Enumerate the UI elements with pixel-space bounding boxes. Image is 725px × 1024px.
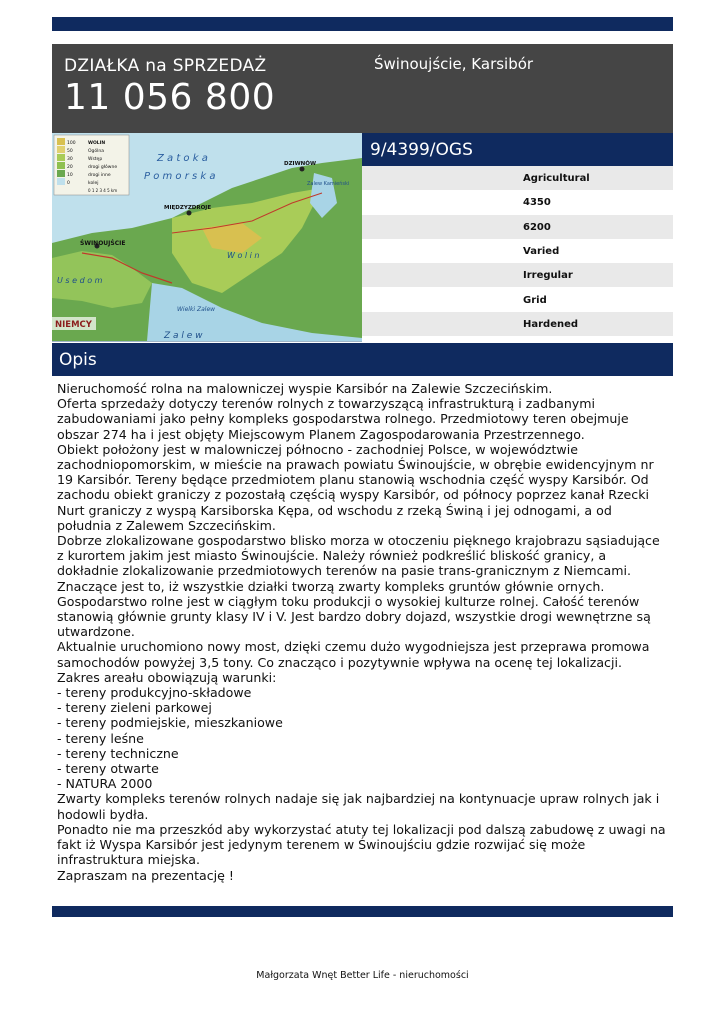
description-list-item: - tereny techniczne xyxy=(57,745,179,761)
description-title: Opis xyxy=(59,350,97,370)
town-marker-miedzyzdroje xyxy=(187,211,192,216)
map-label-wolin: W o l i n xyxy=(227,251,260,260)
spec-row xyxy=(362,166,673,190)
legend-swatch-1 xyxy=(57,138,65,145)
legend-label-4: drogi główne xyxy=(88,165,118,170)
map-label-swinoujscie: ŚWINOUJŚCIE xyxy=(80,240,126,247)
spec-row xyxy=(362,190,673,214)
description-paragraph: Dobrze zlokalizowane gospodarstwo blisko morza w otoczeniu pięknego krajobrazu sąsiadujące z kurortem jakim jest miasto Świnoujście. Należy również podkreślić bliskość granicy, a dokładnie zlokalizowanie przedmiotowych terenów na pasie trans-granicznym z Niemcami. xyxy=(57,533,660,579)
legend-level-2: 50 xyxy=(67,149,73,154)
map-label-usedom: U s e d o m xyxy=(57,276,103,285)
spec-value: 4350 xyxy=(523,197,551,209)
description-list-item: - tereny podmiejskie, mieszkaniowe xyxy=(57,715,283,731)
listing-price: 11 056 800 xyxy=(64,77,276,118)
description-list-item: - tereny produkcyjno-składowe xyxy=(57,685,252,701)
map-label-lagoon: Z a l e w xyxy=(164,331,203,341)
spec-row xyxy=(362,288,673,312)
description-paragraph: Zakres areału obowiązują warunki: xyxy=(57,669,277,685)
legend-swatch-2 xyxy=(57,146,65,153)
description-paragraph: Obiekt położony jest w malowniczej północno - zachodniej Polsce, w województwie zachodniopomorskim, w mieście na prawach powiatu Świnoujście, w obrębie ewidencyjnym nr 19 Karsibór. Tereny będące przedmiotem planu stanowią wschodnia część wyspy Karsibór. Od zachodu obiekt graniczy z pozostałą częścią wyspy Karsibór, od północy poprzez kanał Rzecki Nurt graniczy z wyspą Karsiborska Kępa, od wschodu z rzeką Świną i jej odnogami, a od południa z Zalewem Szczecińskim. xyxy=(57,441,654,533)
legend-level-1: 100 xyxy=(67,141,76,146)
bottom-bar xyxy=(52,906,673,917)
description-paragraph: Oferta sprzedaży dotyczy terenów rolnych z towarzyszącą infrastrukturą i zadbanymi zabudowaniami jako pełny kompleks gospodarstwa rolnego. Przedmiotowy teren obejmuje obszar 274 ha i jest objęty Miejscowym Planem Zagospodarowania Przestrzennego. xyxy=(57,396,629,442)
location-map xyxy=(52,133,362,342)
description-text xyxy=(57,381,667,883)
legend-label-3: Wstęp xyxy=(88,157,103,162)
legend-swatch-6 xyxy=(57,178,65,185)
description-list-item: - tereny zieleni parkowej xyxy=(57,700,212,716)
map-label-dziwnow: DZIWNÓW xyxy=(284,161,317,167)
spec-value: Grid xyxy=(523,294,547,306)
description-paragraph: Znaczące jest to, iż wszystkie działki tworzą zwarty kompleks gruntów głównie ornych. xyxy=(57,578,605,594)
description-list-item: - tereny otwarte xyxy=(57,761,159,777)
spec-row xyxy=(362,239,673,263)
legend-scale: 0 1 2 3 4 5 km xyxy=(88,188,118,193)
listing-header xyxy=(52,44,673,133)
legend-level-4: 20 xyxy=(67,165,73,170)
legend-swatch-3 xyxy=(57,154,65,161)
legend-label-5: drogi inne xyxy=(88,173,111,178)
legend-swatch-5 xyxy=(57,170,65,177)
description-paragraph: Zwarty kompleks terenów rolnych nadaje się jak najbardziej na kontynuacje upraw rolnych jak i hodowli bydła. xyxy=(57,791,660,822)
legend-label-1: WOLIN xyxy=(88,141,106,146)
spec-value: Irregular xyxy=(523,270,573,282)
spec-row xyxy=(362,312,673,336)
description-header xyxy=(52,343,673,376)
description-paragraph: Zapraszam na prezentację ! xyxy=(57,867,234,883)
spec-value: Varied xyxy=(523,245,560,257)
top-bar xyxy=(52,17,673,31)
legend-swatch-4 xyxy=(57,162,65,169)
description-paragraph: Nieruchomość rolna na malowniczej wyspie Karsibór na Zalewie Szczecińskim. xyxy=(57,381,553,396)
location-map-svg xyxy=(52,133,362,341)
legend-level-6: 0 xyxy=(67,181,70,186)
spec-row xyxy=(362,215,673,239)
spec-value: Agricultural xyxy=(523,173,590,184)
description-paragraph: Gospodarstwo rolne jest w ciągłym toku produkcji o wysokiej kulturze rolnej. Całość terenów stanowią głównie grunty klasy IV i V. Jest bardzo dobry dojazd, wszystkie drogi wewnętrzne są utwardzone. xyxy=(57,593,651,640)
listing-subtitle: DZIAŁKA na SPRZEDAŻ xyxy=(64,56,267,76)
legend-label-6: kolej xyxy=(88,181,99,186)
town-marker-dziwnow xyxy=(300,167,305,172)
spec-value: 6200 xyxy=(523,221,551,233)
description-list-item: - tereny leśne xyxy=(57,730,144,746)
legend-level-3: 30 xyxy=(67,157,73,162)
description-paragraph: Ponadto nie ma przeszkód aby wykorzystać atuty tej lokalizacji pod dalszą zabudowę z uwagi na fakt iż Wyspa Karsibór jest jedynym terenem w Świnoujściu gdzie rozwijać się może infrastruktura miejska. xyxy=(57,821,666,868)
reference-number: 9/4399/OGS xyxy=(370,140,473,160)
description-list-item: - NATURA 2000 xyxy=(57,776,153,792)
map-label-wielki-zalew: Wielki Zalew xyxy=(177,306,216,313)
map-label-niemcy: NIEMCY xyxy=(55,320,92,330)
map-label-bay-2: P o m o r s k a xyxy=(144,171,216,182)
map-label-zalew-kamienski: Zalew Kamieński xyxy=(307,181,350,187)
footer-text: Małgorzata Wnęt Better Life - nieruchomości xyxy=(256,970,469,981)
legend-level-5: 10 xyxy=(67,173,73,178)
map-label-miedzyzdroje: MIĘDZYZDROJE xyxy=(164,205,212,211)
legend-label-2: Ogólna xyxy=(88,149,105,154)
spec-row xyxy=(362,263,673,287)
listing-location: Świnoujście, Karsibór xyxy=(374,55,534,73)
map-label-bay-1: Z a t o k a xyxy=(157,153,208,164)
spec-value: Hardened xyxy=(523,318,579,330)
description-paragraph: Aktualnie uruchomiono nowy most, dzięki czemu dużo wygodniejsza jest przeprawa promowa samochodów powyżej 3,5 tony. Co znacząco i pozytywnie wpływa na ocenę tej lokalizacji. xyxy=(57,639,650,670)
reference-bar xyxy=(362,133,673,166)
